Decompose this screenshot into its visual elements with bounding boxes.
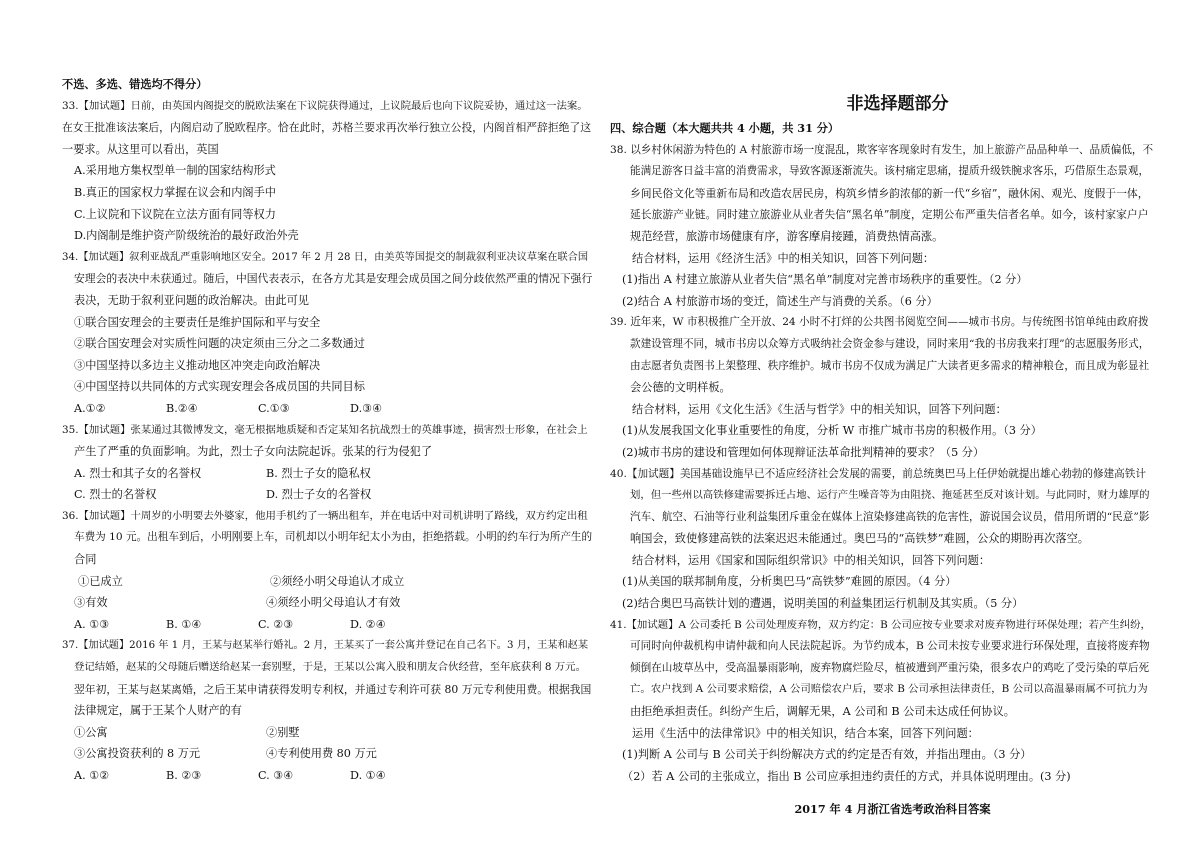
sub-question-2: (2)城市书房的建设和管理如何体现辩证法革命批判精神的要求？（5 分） <box>622 445 985 459</box>
sub-question-1: (1)从美国的联邦制角度，分析奥巴马“高铁梦”难圆的原因。（4 分） <box>622 575 957 589</box>
options-row <box>62 765 592 787</box>
statement-2: ②须经小明父母追认才成立 <box>270 574 405 588</box>
section-title: 非选择题部分 <box>846 94 949 114</box>
answer-key-heading: 2017 年 4 月浙江省选考政治科目答案 <box>794 802 991 817</box>
question-prompt: 结合材料，运用《国家和国际组织常识》中的相关知识，回答下列问题： <box>632 553 991 567</box>
statement-4: ④中国坚持以共同体的方式实现安理会各成员国的共同目标 <box>74 380 365 394</box>
question-text-line: 乡间民俗文化等重新布局和改造农居民房，构筑乡情乡韵浓郁的新一代“乡宿”，融休闲、观光、度假于一体， <box>630 186 1149 200</box>
question-text-line: 合同 <box>74 553 97 567</box>
question-36 <box>62 506 592 636</box>
statement-2: ②联合国安理会对实质性问题的决定须由三分之二多数通过 <box>74 337 365 351</box>
question-40 <box>610 464 1155 615</box>
option-b: B.真正的国家权力掌握在议会和内阁手中 <box>74 185 276 199</box>
statement-1: ①联合国安理会的主要责任是维护国际和平与安全 <box>74 315 321 329</box>
question-41 <box>610 615 1155 788</box>
option-c: C. 烈士的名誉权 <box>74 488 157 502</box>
option-b: B. ②③ <box>166 769 202 782</box>
question-prompt: 结合材料，运用《文化生活》《生活与哲学》中的相关知识，回答下列问题： <box>632 402 1007 416</box>
left-column <box>62 74 592 787</box>
option-a: A. ①③ <box>74 617 110 631</box>
question-text-line: 表决，无助于叙利亚问题的政治解决。由此可见 <box>74 293 309 307</box>
question-text-line: 产生了严重的负面影响。为此，烈士子女向法院起诉。张某的行为侵犯了 <box>74 445 433 459</box>
statement-3: ③有效 <box>74 596 108 610</box>
question-text-line: 40.【加试题】美国基础设施早已不适应经济社会发展的需要，前总统奥巴马上任伊始就提出雄心勃勃的修建高铁计 <box>610 467 1146 480</box>
option-a: A.①② <box>74 401 106 415</box>
question-35 <box>62 420 592 506</box>
sub-question-2: (2)结合 A 村旅游市场的变迁，简述生产与消费的关系。（6 分） <box>622 294 938 308</box>
question-text-line: 在女王批准该法案后，内阁启动了脱欧程序。恰在此时，苏格兰要求再次举行独立公投，内阁首相严辞拒绝了这 <box>62 121 592 135</box>
question-text-line: 规范经营，旅游市场健康有序，游客摩肩接踵，消费热情高涨。 <box>630 229 944 243</box>
question-text-line: 33.【加试题】日前，由英国内阁提交的脱欧法案在下议院获得通过，上议院最后也向下议院妥协，通过这一法案。 <box>62 99 588 112</box>
statements-row <box>62 743 592 765</box>
question-text-line: 39. 近年来，W 市积极推广全开放、24 小时不打烊的公共图书阅览空间——城市书房。与传统图书馆单纯由政府拨 <box>610 316 1149 329</box>
question-text-line: 响国会，致使修建高铁的法案迟迟未能通过。奥巴马的“高铁梦”难圆，公众的期盼再次落空。 <box>630 532 1089 546</box>
option-c: C.上议院和下议院在立法方面有同等权力 <box>74 207 276 221</box>
question-text-line: 亡。农户找到 A 公司要求赔偿，A 公司赔偿农户后，要求 B 公司承担法律责任，B 公司以高温暴雨属不可抗力为 <box>630 683 1148 696</box>
option-b: B.②④ <box>166 401 198 415</box>
statement-1: ①已成立 <box>78 574 123 588</box>
question-text-line: 车费为 10 元。出租车到后，小明刚要上车，司机却以小明年纪太小为由，拒绝搭载。小明的约车行为所产生的 <box>74 531 593 544</box>
question-38 <box>610 140 1155 313</box>
options-row <box>62 484 592 506</box>
sub-question-1: (1)从发展我国文化事业重要性的角度，分析 W 市推广城市书房的积极作用。（3 分） <box>622 424 1042 438</box>
question-text-line: 可同时向仲裁机构申请仲裁和向人民法院起诉。为节约成本，B 公司未按专业要求进行环保处理，直接将废弃物 <box>630 640 1150 653</box>
question-text-line: 划，但一些州以高铁修建需要拆迁占地、运行产生噪音等为由阻挠、拖延甚至反对该计划。与此同时，财力雄厚的 <box>630 489 1150 502</box>
option-a: A.采用地方集权型单一制的国家结构形式 <box>74 164 276 178</box>
question-text-line: 安理会的表决中未获通过。随后，中国代表表示，在各方尤其是安理会成员国之间分歧依然严重的情况下强行 <box>74 272 593 286</box>
statement-4: ④须经小明父母追认才有效 <box>266 596 401 610</box>
sub-question-1: (1)判断 A 公司与 B 公司关于纠纷解决方式的约定是否有效，并指出理由。（3 分） <box>622 748 1032 762</box>
question-text-line: 36.【加试题】十周岁的小明要去外婆家，他用手机约了一辆出租车，并在电话中对司机讲明了路线，双方约定出租 <box>62 509 588 522</box>
question-text-line: 37.【加试题】2016 年 1 月，王某与赵某举行婚礼。2 月，王某买了一套公寓并登记在自己名下。3 月，王某和赵某 <box>62 640 589 652</box>
question-text-line: 38. 以乡村休闲游为特色的 A 村旅游市场一度混乱，欺客宰客现象时有发生，加上旅游产品品种单一、品质偏低，不 <box>610 143 1154 156</box>
question-text-line: 翌年初，王某与赵某离婚，之后王某申请获得发明专利权，并通过专利许可获 80 万元专利使用费。根据我国 <box>74 682 592 696</box>
question-text-line: 35.【加试题】张某通过其微博发文，毫无根据地质疑和否定某知名抗战烈士的英雄事迹，损害烈士形象，在社会上 <box>62 423 588 436</box>
question-text-line: 34.【加试题】叙利亚战乱严重影响地区安全。2017 年 2 月 28 日，由美英等国提交的制裁叙利亚决议草案在联合国 <box>62 251 589 263</box>
statement-1: ①公寓 <box>74 725 108 739</box>
option-c: C.①③ <box>258 401 290 415</box>
question-prompt: 结合材料，运用《经济生活》中的相关知识，回答下列问题： <box>632 251 935 265</box>
statements-row <box>62 571 592 593</box>
question-39 <box>610 312 1155 463</box>
option-d: D.③④ <box>350 401 383 415</box>
question-text-line: 倾倒在山坡草丛中，受高温暴雨影响，废弃物腐烂险尽，植被遭到严重污染，很多农户的鸡吃了受污染的草后死 <box>630 661 1150 674</box>
statements-row <box>62 592 592 614</box>
statement-3: ③中国坚持以多边主义推动地区冲突走向政治解决 <box>74 358 321 372</box>
option-a: A. ①② <box>74 769 110 782</box>
sub-question-2: （2）若 A 公司的主张成立，指出 B 公司应承担违约责任的方式，并具体说明理由。(3 分) <box>622 769 1071 783</box>
question-37 <box>62 635 592 786</box>
question-text-line: 由志愿者负责图书上架整理、秩序维护。城市书房不仅成为满足广大读者更多需求的精神粮仓，而且成为彰显社 <box>630 359 1150 372</box>
options-row <box>62 614 592 636</box>
option-b: B. ①④ <box>166 617 202 631</box>
statement-3: ③公寓投资获利的 8 万元 <box>74 747 201 761</box>
question-text-line: 款建设管理不同，城市书房以众筹方式吸纳社会资金参与建设，同时来用“我的书房我来打理”的志愿服务形式， <box>630 337 1150 350</box>
option-d: D. ②④ <box>350 617 386 631</box>
sub-question-2: (2)结合奥巴马高铁计划的遭遇，说明美国的利益集团运行机制及其实质。（5 分） <box>622 597 1024 611</box>
option-b: B. 烈士子女的隐私权 <box>266 466 371 480</box>
question-33 <box>62 96 592 247</box>
instruction-note: 不选、多选、错选均不得分） <box>62 77 208 91</box>
option-a: A. 烈士和其子女的名誉权 <box>74 466 202 480</box>
options-row <box>62 463 592 485</box>
question-text-line: 由拒绝承担责任。纠纷产生后，调解无果，A 公司和 B 公司未达成任何协议。 <box>630 705 1015 719</box>
right-column <box>610 80 1155 817</box>
option-c: C. ②③ <box>258 617 294 631</box>
question-text-line: 登记结婚，赵某的父母随后赠送给赵某一套别墅，于是，王某以公寓入股和朋友合伙经营，至年底获利 8 万元。 <box>74 661 586 674</box>
question-text-line: 一要求。从这里可以看出，英国 <box>62 142 219 156</box>
part-heading: 四、综合题（本大题共共 4 小题，共 31 分） <box>610 121 840 135</box>
statements-row <box>62 722 592 744</box>
question-text-line: 汽车、航空、石油等行业利益集团斥重金在媒体上渲染修建高铁的危害性，游说国会议员，借用所谓的“民意”影 <box>630 510 1150 523</box>
options-row <box>62 398 592 420</box>
question-text-line: 延长旅游产业链。同时建立旅游业从业者失信“黑名单”制度，定期公布严重失信者名单。如今，该村家家户户 <box>630 208 1149 222</box>
question-prompt: 运用《生活中的法律常识》中的相关知识，结合本案，回答下列问题： <box>632 726 979 740</box>
question-text-line: 能满足游客日益丰富的消费需求，导致客源逐渐流失。该村痛定思痛，提质升级铁腕求客乐，巧借原生态景观， <box>630 165 1150 178</box>
question-text-line: 会公德的文明样板。 <box>630 381 731 395</box>
sub-question-1: (1)指出 A 村建立旅游从业者失信“黑名单”制度对完善市场秩序的重要性。（2 分） <box>622 273 1028 287</box>
statement-4: ④专利使用费 80 万元 <box>266 747 377 761</box>
question-34 <box>62 247 592 420</box>
statement-2: ②别墅 <box>266 725 300 739</box>
option-d: D. 烈士子女的名誉权 <box>266 488 372 502</box>
question-text-line: 法律规定，属于王某个人财产的有 <box>74 704 242 718</box>
option-c: C. ③④ <box>258 769 294 782</box>
option-d: D.内阁制是维护资产阶级统治的最好政治外壳 <box>74 229 299 243</box>
option-d: D. ①④ <box>350 769 386 782</box>
question-text-line: 41.【加试题】A 公司委托 B 公司处理废弃物，双方约定：B 公司应按专业要求对废弃物进行环保处理；若产生纠纷， <box>610 618 1151 631</box>
